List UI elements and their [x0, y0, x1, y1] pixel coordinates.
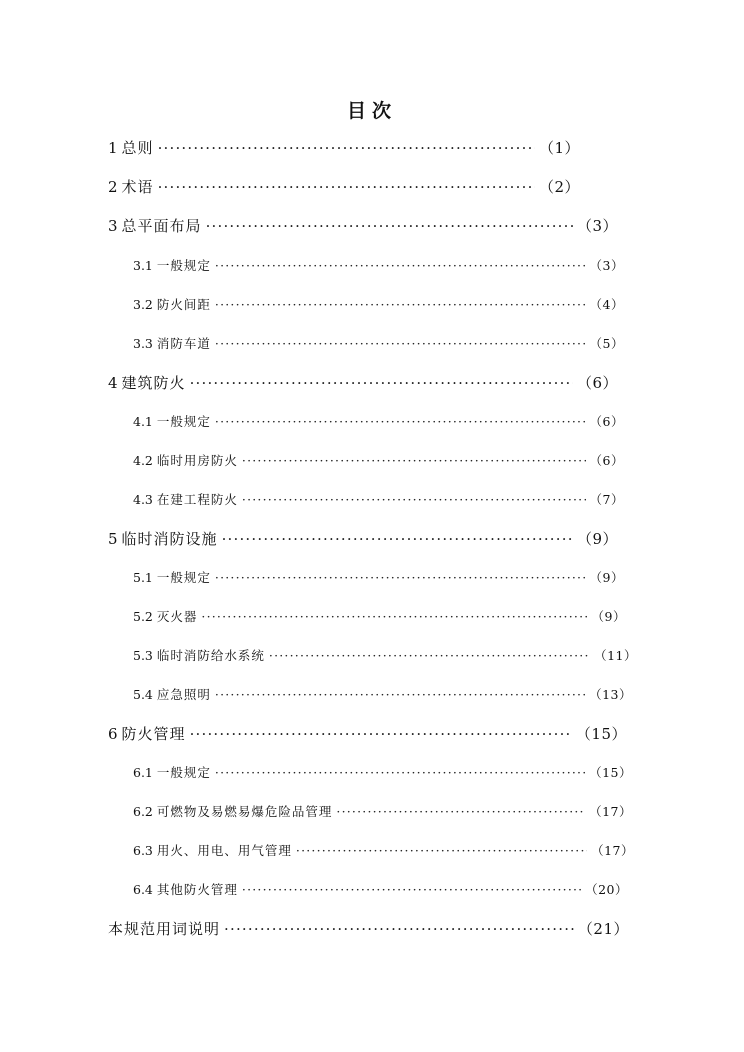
toc-entry-page: （5）	[589, 336, 624, 351]
toc-entry-page: （15）	[575, 725, 627, 743]
dot-leader	[215, 765, 585, 780]
toc-entry-page: （6）	[576, 374, 618, 392]
toc-entry-label: 防火管理	[121, 725, 186, 743]
toc-entry[interactable]	[133, 334, 624, 352]
toc-entry-number: 5.3	[133, 648, 153, 663]
toc-entry-page: （3）	[576, 217, 618, 235]
toc-entry-label: 防火间距	[156, 297, 211, 312]
dot-leader	[242, 882, 581, 897]
toc-entry-number: 6.3	[133, 843, 153, 858]
page-title: 目次	[346, 100, 397, 122]
toc-entry-page: （15）	[589, 765, 632, 780]
dot-leader	[158, 178, 535, 196]
toc-entry[interactable]	[108, 137, 580, 158]
toc-entry-label: 应急照明	[156, 687, 211, 702]
toc-entry-label: 灭火器	[156, 609, 198, 624]
toc-entry-label: 总则	[121, 139, 154, 157]
dot-leader	[215, 687, 585, 702]
toc-entry-page: （20）	[585, 882, 628, 897]
toc-entry-label: 在建工程防火	[156, 492, 238, 507]
dot-leader	[215, 297, 586, 312]
toc-entry[interactable]	[133, 685, 632, 703]
toc-entry[interactable]	[133, 295, 624, 313]
toc-entry-number: 4.2	[133, 453, 153, 468]
toc-entry-label: 一般规定	[156, 765, 211, 780]
toc-entry-number: 4.3	[133, 492, 153, 507]
toc-entry[interactable]	[133, 256, 624, 274]
dot-leader	[215, 570, 586, 585]
toc-entry-label: 其他防火管理	[156, 882, 238, 897]
toc-entry-number: 5	[108, 530, 118, 548]
toc-entry[interactable]	[108, 215, 618, 236]
toc-entry-page: （9）	[589, 570, 624, 585]
toc-entry-page: （1）	[538, 139, 580, 157]
dot-leader	[296, 843, 587, 858]
toc-entry-number: 6.4	[133, 882, 153, 897]
dot-leader	[190, 374, 573, 392]
toc-entry-number: 3	[108, 217, 118, 235]
toc-entry-label: 一般规定	[156, 570, 211, 585]
toc-entry-number: 3.2	[133, 297, 153, 312]
toc-entry-number: 4	[108, 374, 118, 392]
toc-entry-page: （9）	[576, 530, 618, 548]
toc-entry[interactable]	[133, 412, 624, 430]
toc-entry[interactable]	[133, 607, 626, 625]
dot-leader	[190, 725, 572, 743]
toc-entry[interactable]	[133, 646, 637, 664]
toc-entry-number: 3.1	[133, 258, 153, 273]
toc-entry-page: （2）	[538, 178, 580, 196]
toc-entry-number: 3.3	[133, 336, 153, 351]
dot-leader	[242, 453, 586, 468]
toc-entry-number: 5.2	[133, 609, 153, 624]
toc-entry-page: （11）	[594, 648, 637, 663]
toc-entry-label: 可燃物及易燃易爆危险品管理	[156, 804, 333, 819]
toc-entry-label: 建筑防火	[121, 374, 186, 392]
toc-entry[interactable]	[133, 841, 634, 859]
toc-entry[interactable]	[133, 490, 624, 508]
dot-leader	[158, 139, 535, 157]
dot-leader	[224, 920, 574, 938]
dot-leader	[269, 648, 590, 663]
toc-entry-page: （6）	[589, 414, 624, 429]
toc-entry-number: 6	[108, 725, 118, 743]
toc-entry-label: 消防车道	[156, 336, 211, 351]
toc-entry-label: 临时消防设施	[121, 530, 218, 548]
toc-entry-label: 临时用房防火	[156, 453, 238, 468]
dot-leader	[242, 492, 586, 507]
toc-entry[interactable]	[108, 176, 580, 197]
toc-entry-page: （9）	[591, 609, 626, 624]
toc-entry-page: （7）	[589, 492, 624, 507]
toc-entry-label: 一般规定	[156, 414, 211, 429]
toc-entry-page: （3）	[589, 258, 624, 273]
dot-leader	[206, 217, 573, 235]
toc-entry[interactable]	[133, 568, 624, 586]
dot-leader	[215, 258, 586, 273]
toc-entry-number: 5.4	[133, 687, 153, 702]
toc-entry-number: 1	[108, 139, 118, 157]
dot-leader	[201, 609, 587, 624]
toc-entry-page: （17）	[591, 843, 634, 858]
toc-entry[interactable]	[108, 528, 618, 549]
toc-entry-page: （21）	[577, 920, 629, 938]
toc-entry-label: 本规范用词说明	[108, 920, 221, 938]
toc-entry-label: 一般规定	[156, 258, 211, 273]
toc-entry-number: 6.1	[133, 765, 153, 780]
toc-entry[interactable]	[108, 723, 627, 744]
dot-leader	[215, 336, 586, 351]
toc-entry[interactable]	[133, 802, 632, 820]
toc-entry-page: （6）	[589, 453, 624, 468]
toc-entry[interactable]	[133, 451, 624, 469]
dot-leader	[222, 530, 573, 548]
toc-entry-label: 临时消防给水系统	[156, 648, 265, 663]
toc-entry[interactable]	[133, 763, 632, 781]
toc-entry-label: 术语	[121, 178, 154, 196]
toc-entry[interactable]	[133, 880, 628, 898]
toc-entry[interactable]	[108, 372, 618, 393]
dot-leader	[336, 804, 585, 819]
toc-entry-label: 用火、用电、用气管理	[156, 843, 292, 858]
dot-leader	[215, 414, 586, 429]
toc-entry-number: 6.2	[133, 804, 153, 819]
toc-entry-number: 5.1	[133, 570, 153, 585]
toc-entry-page: （4）	[589, 297, 624, 312]
toc-entry-label: 总平面布局	[121, 217, 202, 235]
toc-entry-number: 4.1	[133, 414, 153, 429]
toc-entry[interactable]	[108, 918, 629, 939]
toc-entry-page: （13）	[589, 687, 632, 702]
toc-entry-page: （17）	[589, 804, 632, 819]
toc-entry-number: 2	[108, 178, 118, 196]
